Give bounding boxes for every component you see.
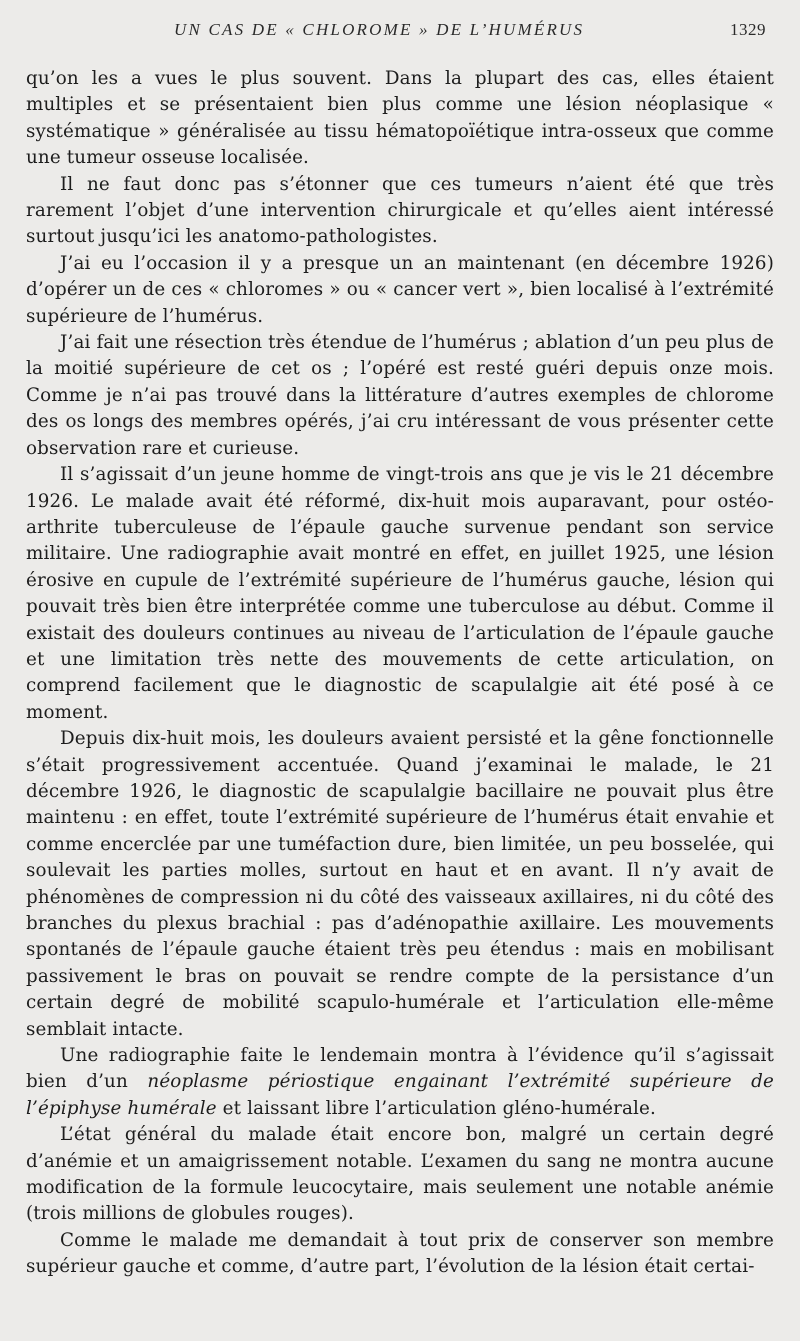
paragraph-continuation: qu’on les a vues le plus souvent. Dans la plupart des cas, elles étaient multiples et se présentaient bien plus comme une lésion néoplasique « systématique » généralisée au tissu hématopoïétique intra-osseux que comme une tumeur osseuse localisée.	[26, 68, 774, 169]
paragraph-text-before: Une radiographie faite le lendemain montra à l’évidence qu’il s’agissait bien d’un	[26, 1045, 774, 1093]
page-number: 1329	[730, 20, 766, 39]
running-header	[26, 18, 774, 52]
paragraph: J’ai fait une résection très étendue de l’humérus ; ablation d’un peu plus de la moitié supérieure de cet os ; l’opéré est resté guéri depuis onze mois. Comme je n’ai pas trouvé dans la littérature d’autres exemples de chlorome des os longs des membres opérés, j’ai cru intéressant de vous présenter cette observation rare et curieuse.	[26, 332, 774, 459]
running-title: UN CAS DE « CHLOROME » DE L’HUMÉRUS	[174, 20, 585, 39]
paragraph: Il s’agissait d’un jeune homme de vingt-trois ans que je vis le 21 décembre 1926. Le malade avait été réformé, dix-huit mois auparavant, pour ostéo-arthrite tuberculeuse de l’épaule gauche survenue pendant son service militaire. Une radiographie avait montré en effet, en juillet 1925, une lésion érosive en cupule de l’extrémité supérieure de l’humérus gauche, lésion qui pouvait très bien être interprétée comme une tuberculose au début. Comme il existait des douleurs continues au niveau de l’articulation de l’épaule gauche et une limitation très nette des mouvements de cette articulation, on comprend facilement que le diagnostic de scapulalgie ait été posé à ce moment.	[26, 464, 774, 723]
paragraph: Comme le malade me demandait à tout prix de conserver son membre supérieur gauche et comme, d’autre part, l’évolution de la lésion était certai-	[26, 1229, 774, 1278]
paragraph: Depuis dix-huit mois, les douleurs avaient persisté et la gêne fonctionnelle s’était progressivement accentuée. Quand j’examinai le malade, le 21 décembre 1926, le diagnostic de scapulalgie bacillaire ne pouvait plus être maintenu : en effet, toute l’extrémité supérieure de l’humérus était envahie et comme encerclée par une tuméfaction dure, bien limitée, un peu bosselée, qui soulevait les parties molles, surtout en haut et en avant. Il n’y avait de phénomènes de compression ni du côté des vaisseaux axillaires, ni du côté des branches du plexus brachial : pas d’adénopathie axillaire. Les mouvements spontanés de l’épaule gauche étaient très peu étendus : mais en mobilisant passivement le bras on pouvait se rendre compte de la persistance d’un certain degré de mobilité scapulo-humérale et l’articulation elle-même semblait intacte.	[26, 728, 774, 1040]
paragraph: Il ne faut donc pas s’étonner que ces tumeurs n’aient été que très rarement l’objet d’une intervention chirurgicale et qu’elles aient intéressé surtout jusqu’ici les anatomo-pathologistes.	[26, 173, 774, 248]
paragraph: J’ai eu l’occasion il y a presque un an maintenant (en décembre 1926) d’opérer un de ces « chloromes » ou « cancer vert », bien localisé à l’extrémité supérieure de l’humérus.	[26, 252, 774, 327]
paragraph-text-italic: néoplasme périostique engainant l’extrémité supérieure de l’épiphyse humérale	[26, 1071, 775, 1119]
paragraph-radiography	[26, 1043, 774, 1122]
body-text	[26, 66, 774, 1281]
paragraph: L’état général du malade était encore bon, malgré un certain degré d’anémie et un amaigrissement notable. L’examen du sang ne montra aucune modification de la formule leucocytaire, mais seulement une notable anémie (trois millions de globules rouges).	[26, 1124, 774, 1225]
paragraph-text-after: et laissant libre l’articulation gléno-humérale.	[216, 1097, 656, 1119]
